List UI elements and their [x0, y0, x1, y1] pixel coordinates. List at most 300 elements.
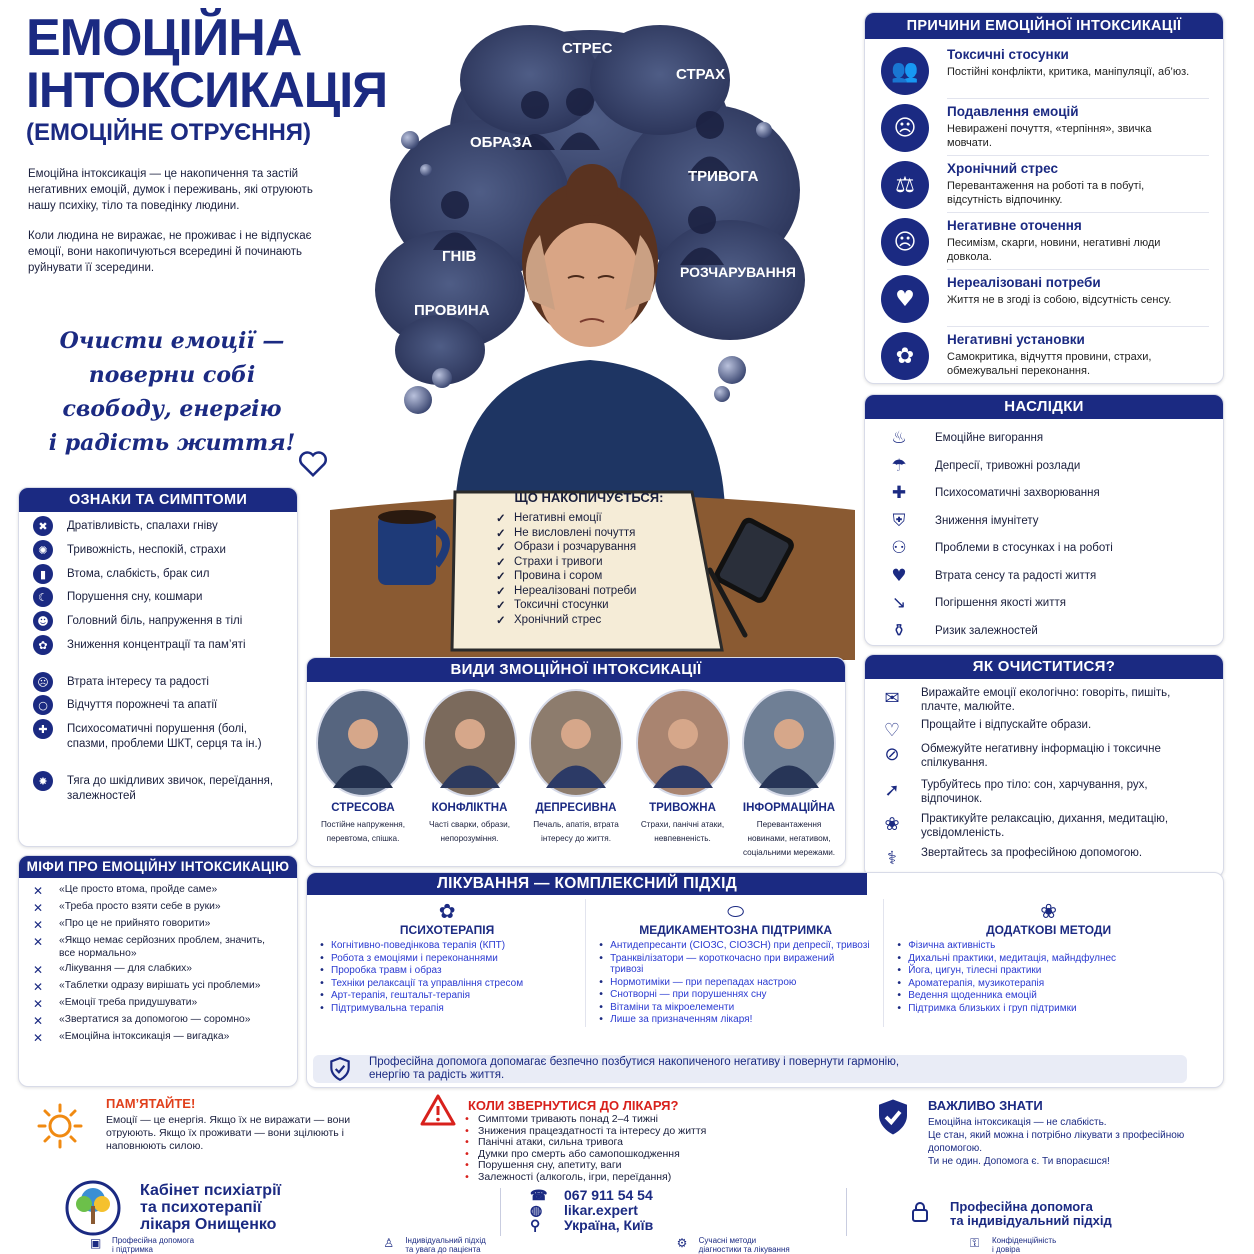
type-name: СТРЕСОВА	[331, 802, 395, 814]
cause-desc: Життя не в згоді із собою, відсутність сенсу.	[947, 294, 1172, 306]
bullet: •	[464, 1160, 470, 1172]
bullet: •	[896, 1002, 903, 1014]
doctor-icon: ⚕	[887, 847, 897, 869]
treatment-item-text: Ведення щоденника емоцій	[908, 990, 1037, 1001]
checkmark-icon: ✓	[496, 542, 506, 555]
treatment-item	[896, 953, 1201, 965]
divider	[947, 155, 1209, 156]
cause-title: Негативне оточення	[947, 218, 1082, 233]
type-name: ТРИВОЖНА	[649, 802, 716, 814]
treatment-item	[319, 1003, 575, 1015]
treatment-item-text: Ароматерапія, музикотерапія	[908, 977, 1045, 989]
bullet: •	[464, 1171, 470, 1183]
footer-feature-line-1: Конфіденційність	[991, 1236, 1057, 1245]
slogan	[42, 324, 302, 460]
myth-item	[33, 884, 289, 898]
treatment-item-text: Йога, цигун, тілесні практики	[908, 965, 1042, 976]
notebook-item-label: Образи і розчарування	[514, 541, 637, 554]
empty-icon: ○	[33, 695, 53, 715]
no-icon: ⊘	[884, 743, 900, 765]
type-card	[418, 688, 522, 860]
doctor-list	[464, 1114, 824, 1184]
type-card	[631, 688, 735, 860]
doctor-item-text: Порушення сну, апетиту, ваги	[478, 1159, 622, 1172]
checkmark-icon: ✓	[496, 513, 506, 526]
treatment-column	[319, 899, 585, 1027]
consequence-item	[865, 537, 1224, 561]
treatment-item	[896, 978, 1201, 990]
cleanse-item	[865, 741, 1224, 771]
myth-item	[33, 935, 289, 960]
title-line-2: ІНТОКСИКАЦІЯ	[26, 62, 388, 118]
clinic-name-line-2: та психотерапії	[140, 1199, 262, 1216]
cross-icon: ✕	[33, 884, 44, 898]
treatment-item	[598, 989, 873, 1001]
notebook-item-label: Провина і сором	[514, 570, 603, 583]
heart-hand-icon: ♡	[883, 719, 901, 741]
cause-item	[865, 214, 1224, 270]
cause-item	[865, 328, 1224, 384]
footer-feature-text	[112, 1236, 194, 1254]
treatment-item	[896, 1003, 1201, 1015]
divider	[947, 98, 1209, 99]
cross-icon: ✕	[33, 963, 44, 977]
treatment-item	[598, 1002, 873, 1014]
causes-title: ПРИЧИНИ ЕМОЦІЙНОЇ ІНТОКСИКАЦІЇ	[865, 13, 1223, 39]
divider	[947, 269, 1209, 270]
lock-icon: ⚿	[969, 1236, 980, 1250]
myth-text: «Таблетки одразу вирішать усі проблеми»	[59, 980, 261, 991]
cross-icon: ✕	[33, 918, 44, 932]
cleanse-label: Турбуйтесь про тіло: сон, харчування, рух, відпочинок.	[921, 779, 1148, 805]
footer-feature-line-2: та увага до пацієнта	[405, 1245, 481, 1254]
bottle-icon: ⚱	[891, 620, 907, 641]
coffee-mug	[378, 510, 446, 585]
group-icon: ⚇	[891, 538, 907, 558]
run-icon: ➚	[884, 779, 900, 801]
consequence-item	[865, 565, 1224, 589]
symptom-label: Втома, слабкість, брак сил	[67, 568, 210, 580]
notebook-item	[496, 511, 696, 526]
footer-divider-2	[846, 1188, 847, 1236]
notebook-item-label: Негативні емоції	[514, 512, 602, 525]
footer-feature	[383, 1236, 623, 1254]
divider	[947, 326, 1209, 327]
doc-icon: ▣	[90, 1236, 102, 1250]
cause-title: Нереалізовані потреби	[947, 275, 1101, 290]
symptom-label: Відчуття порожнечі та апатії	[67, 699, 218, 711]
cause-title: Негативні установки	[947, 332, 1085, 347]
myth-item	[33, 1031, 289, 1045]
cross-icon: ✕	[33, 1031, 44, 1045]
bullet: •	[464, 1114, 470, 1125]
types-list	[307, 682, 845, 860]
remember-text: Емоції — це енергія. Якщо їх не виражати — вони отруюють. Якщо їх проживати — вони зцілюють і наповнюють силою.	[106, 1114, 351, 1152]
footer-feature-line-2: діагностики та лікування	[698, 1245, 790, 1254]
clinic-name-line-3: лікаря Онищенко	[140, 1216, 277, 1233]
footer-feature-line-2: і довіра	[991, 1245, 1021, 1254]
battery-icon: ▮	[33, 564, 53, 584]
checkmark-icon: ✓	[496, 585, 506, 598]
cause-item	[865, 43, 1224, 99]
overload-icon: ⚖	[881, 161, 929, 209]
slogan-line-2: поверни собі	[88, 362, 256, 388]
people-icon: 👥	[881, 47, 929, 95]
consequences-panel	[864, 394, 1224, 646]
treatment-item	[896, 940, 1201, 952]
footer	[0, 1180, 1254, 1254]
notebook-item	[496, 613, 696, 628]
cleanse-label: Практикуйте релаксацію, дихання, медитацію, усвідомленість.	[921, 813, 1169, 839]
cause-title: Токсичні стосунки	[947, 47, 1069, 62]
broken-heart-icon: ♥	[881, 275, 929, 323]
type-illustration	[635, 688, 731, 798]
place-text: Україна, Київ	[564, 1217, 654, 1233]
intro-text	[28, 166, 318, 276]
checkmark-icon: ✓	[496, 527, 506, 540]
myth-text: «Треба просто взяти себе в руки»	[59, 901, 221, 912]
heart-outline-icon	[298, 450, 328, 478]
bullet: •	[464, 1125, 470, 1137]
plus-icon: ✚	[33, 719, 53, 739]
site-link[interactable]: likar.expert	[564, 1202, 638, 1218]
brain-icon: ✿	[33, 635, 53, 655]
footer-feature-line-1: Індивідуальний підхід	[405, 1236, 486, 1245]
bullet: •	[598, 1001, 605, 1013]
slogan-line-3: свободу, енергію	[62, 396, 282, 422]
treatment-item	[319, 990, 575, 1002]
symptom-label: Дратівливість, спалахи гніву	[67, 520, 218, 532]
speech-icon: ✉	[884, 687, 900, 709]
bullet: •	[598, 940, 605, 951]
bullet: •	[896, 990, 903, 1001]
treatment-item-text: Техніки релаксації та управління стресом	[331, 977, 524, 989]
sun-icon	[36, 1102, 84, 1150]
title-subtitle: (ЕМОЦІЙНЕ ОТРУЄННЯ)	[26, 119, 312, 146]
angry-icon: ✖	[33, 516, 53, 536]
treatment-note-text: Професійна допомога допомагає безпечно позбутися накопиченого негативу і повернути гармонію, енергію та радість життя.	[369, 1056, 900, 1081]
notebook-list	[496, 490, 696, 627]
cleanse-item	[865, 845, 1224, 875]
cleanse-title: ЯК ОЧИСТИТИСЯ?	[865, 655, 1223, 679]
type-illustration	[741, 688, 837, 798]
symptoms-title: ОЗНАКИ ТА СИМПТОМИ	[19, 488, 297, 512]
cross-icon: ✕	[33, 980, 44, 994]
treatment-item-text: Лише за призначенням лікаря!	[610, 1014, 753, 1025]
notebook-items	[496, 511, 696, 627]
treatment-item	[319, 965, 575, 977]
type-desc: Страхи, панічні атаки, невпевненість.	[640, 820, 725, 843]
doctor-item-text: Симптоми тривають понад 2–4 тижні	[478, 1113, 659, 1125]
bullet: •	[896, 965, 903, 976]
slogan-line-4: і радість життя!	[48, 430, 296, 456]
globe-icon: ◍	[530, 1202, 543, 1218]
gear-icon: ⚙	[676, 1236, 688, 1250]
worried-face-icon: ☹	[881, 218, 929, 266]
checkmark-icon: ✓	[496, 614, 506, 627]
bullet: •	[319, 990, 325, 1001]
notebook-item-label: Токсичні стосунки	[514, 599, 609, 612]
cloud-label-tryvoga: ТРИВОГА	[688, 168, 759, 185]
myth-text: «Якщо немає серйозних проблем, значить, все нормально»	[59, 935, 266, 959]
pro-help-line-2: та індивідуальний підхід	[950, 1213, 1112, 1228]
doctor-item	[464, 1114, 824, 1126]
myths-panel	[18, 855, 298, 1087]
footer-feature-text	[992, 1236, 1056, 1254]
bullet: •	[319, 1002, 325, 1014]
cross-icon: ✕	[33, 935, 44, 949]
footer-feature	[90, 1236, 330, 1254]
phone-number[interactable]: 067 911 54 54	[564, 1187, 653, 1203]
broken-heart-icon: ♥	[891, 565, 907, 586]
treatment-item-text: Антидепресанти (СІОЗС, СІОЗСН) при депресії, тривозі	[610, 940, 870, 951]
bullet: •	[896, 940, 903, 951]
consequence-item	[865, 510, 1224, 534]
myth-text: «Емоційна інтоксикація — вигадка»	[59, 1031, 230, 1042]
type-name: КОНФЛІКТНА	[431, 802, 508, 814]
notebook-item-label: Не висловлені почуття	[514, 526, 636, 539]
bed-icon: ☾	[33, 587, 53, 607]
type-illustration	[528, 688, 624, 798]
bullet: •	[896, 977, 903, 989]
title-line-1: ЕМОЦІЙНА	[26, 9, 302, 67]
notebook-item	[496, 584, 696, 599]
pro-help	[950, 1200, 1112, 1228]
intro-paragraph-2: Коли людина не виражає, не проживає і не відпускає емоції, вони накопичуються всередині й починають руйнувати її зсередини.	[28, 230, 312, 274]
cross-icon: ✕	[33, 1014, 44, 1028]
treatment-column-title: ДОДАТКОВІ МЕТОДИ	[986, 923, 1112, 937]
important-line-3: Ти не один. Допомога є. Ти впораєшся!	[928, 1156, 1110, 1167]
myth-text: «Це просто втома, пройде саме»	[59, 884, 218, 895]
treatment-panel	[306, 872, 1224, 1088]
site-row[interactable]	[530, 1203, 653, 1218]
treatment-note	[313, 1055, 1187, 1083]
person-icon: ♙	[383, 1236, 395, 1250]
treatment-item	[598, 977, 873, 989]
consequence-label: Погіршення якості життя	[935, 597, 1066, 609]
symptom-label: Тривожність, неспокій, страхи	[67, 544, 226, 556]
important-panel	[846, 1092, 1224, 1174]
consequence-item	[865, 592, 1224, 616]
treatment-columns	[307, 895, 1223, 1027]
shield-check-icon	[327, 1056, 353, 1082]
clinic-logo-icon	[60, 1180, 126, 1236]
types-panel	[306, 657, 846, 867]
myths-list	[19, 878, 297, 1045]
clinic-name-line-1: Кабінет психіатрії	[140, 1182, 282, 1199]
cause-item	[865, 100, 1224, 156]
symptom-label: Тяга до шкідливих звичок, переїдання, залежностей	[67, 775, 274, 802]
doctor-item-text: Панічні атаки, сильна тривога	[478, 1136, 623, 1149]
flame-icon: ♨	[891, 428, 907, 448]
symptoms-panel	[18, 487, 298, 847]
checkmark-icon: ✓	[496, 556, 506, 569]
sad-icon: ☹	[33, 672, 53, 692]
type-desc: Печаль, апатія, втрата інтересу до життя.	[533, 820, 619, 843]
type-illustration	[422, 688, 518, 798]
symptom-label: Головний біль, напруження в тілі	[67, 615, 243, 627]
myth-item	[33, 963, 289, 977]
myth-item	[33, 997, 289, 1011]
head-icon: ☻	[33, 611, 53, 631]
treatment-item-text: Дихальні практики, медитація, майндфулнес	[908, 952, 1117, 964]
notebook-item-label: Нереалізовані потреби	[514, 584, 637, 597]
doctor-item-text: Знижения працездатності та інтересу до життя	[478, 1124, 707, 1137]
myth-text: «Про це не прийнято говорити»	[59, 918, 211, 929]
treatment-item-text: Підтримка близьких і груп підтримки	[908, 1002, 1077, 1014]
consequences-title: НАСЛІДКИ	[865, 395, 1223, 419]
shield-check-icon	[872, 1096, 914, 1138]
treatment-column-title: МЕДИКАМЕНТОЗНА ПІДТРИМКА	[639, 923, 833, 937]
cleanse-label: Прощайте і відпускайте образи.	[921, 719, 1092, 731]
bullet: •	[319, 965, 325, 976]
doctor-panel	[400, 1092, 834, 1184]
treatment-item-text: Транквілізатори — короткочасно при виражений тривозі	[610, 952, 835, 975]
notebook-item	[496, 526, 696, 541]
bullet: •	[598, 1014, 605, 1025]
cause-desc: Самокритика, відчуття провини, страхи, обмежувальні переконання.	[947, 351, 1152, 377]
treatment-item	[319, 953, 575, 965]
cause-item	[865, 271, 1224, 327]
symptom-label: Психосоматичні порушення (болі, спазми, проблеми ШКТ, серця та ін.)	[67, 723, 262, 750]
myth-text: «Звертатися за допомогою — соромно»	[59, 1014, 251, 1025]
bullet: •	[319, 940, 325, 951]
treatment-item-text: Когнітивно-поведінкова терапія (КПТ)	[331, 940, 506, 951]
type-illustration	[315, 688, 411, 798]
notebook-title: ЩО НАКОПИЧУЄТЬСЯ:	[514, 490, 664, 505]
cause-desc: Перевантаження на роботі та в побуті, відсутність відпочинку.	[947, 180, 1145, 206]
warning-icon	[420, 1094, 456, 1126]
footer-feature-line-1: Професійна допомога	[112, 1236, 195, 1245]
cause-title: Хронічний стрес	[947, 161, 1058, 176]
bullet: •	[598, 952, 605, 964]
consequence-label: Ризик залежностей	[935, 624, 1038, 637]
bug-icon: ✸	[33, 771, 53, 791]
consequence-item	[865, 427, 1224, 451]
cleanse-panel	[864, 654, 1224, 878]
notebook-item	[496, 569, 696, 584]
lotus-icon: ❀	[884, 813, 900, 835]
cleanse-item	[865, 685, 1224, 715]
cleanse-label: Обмежуйте негативну інформацію і токсичне спілкування.	[921, 743, 1161, 769]
cause-desc: Невиражені почуття, «терпіння», звичка мовчати.	[947, 123, 1152, 149]
bullet: •	[598, 976, 605, 988]
consequence-item	[865, 482, 1224, 506]
type-card	[524, 688, 628, 860]
consequence-label: Депресії, тривожні розлади	[935, 459, 1081, 472]
pill-icon: ⬭	[727, 899, 745, 923]
bullet: •	[464, 1137, 470, 1149]
consequence-label: Втрата сенсу та радості життя	[935, 569, 1097, 582]
symptom-label: Порушення сну, кошмари	[67, 591, 203, 603]
important-line-1: Емоційна інтоксикація — не слабкість.	[928, 1117, 1107, 1128]
bullet: •	[896, 952, 903, 964]
myth-text: «Емоції треба придушувати»	[59, 997, 198, 1008]
lotus-icon: ❀	[1040, 899, 1057, 923]
place-row	[530, 1218, 653, 1233]
myth-item	[33, 1014, 289, 1028]
treatment-item-text: Арт-терапія, гештальт-терапія	[331, 990, 471, 1001]
pro-help-line-1: Професійна допомога	[950, 1199, 1093, 1214]
bullet: •	[319, 952, 325, 964]
type-name: ДЕПРЕСИВНА	[535, 802, 617, 814]
cleanse-label: Звертайтесь за професійною допомогою.	[921, 847, 1143, 859]
treatment-item-text: Вітаміни та мікроелементи	[610, 1001, 735, 1013]
type-desc: Постійне напруження, перевтома, спішка.	[321, 820, 405, 843]
footer-feature-text	[405, 1236, 485, 1254]
consequence-label: Психосоматичні захворювання	[935, 487, 1100, 499]
myths-title: МІФИ ПРО ЕМОЦІЙНУ ІНТОКСИКАЦІЮ	[19, 856, 297, 878]
location-pin-icon: ⚲	[530, 1217, 541, 1233]
consequence-label: Зниження імунітету	[935, 514, 1039, 527]
type-desc: Перевантаження новинами, негативом, соціальними мережами.	[742, 820, 836, 857]
phone-row[interactable]	[530, 1188, 653, 1203]
treatment-item	[598, 953, 873, 976]
doctor-title: КОЛИ ЗВЕРНУТИСЯ ДО ЛІКАРЯ?	[468, 1098, 679, 1113]
notebook-item	[496, 555, 696, 570]
footer-feature	[970, 1236, 1210, 1254]
doctor-item-text: Думки про смерть або самопошкодження	[478, 1147, 680, 1160]
brain-icon: ✿	[438, 899, 456, 923]
cross-icon: ✕	[33, 997, 44, 1011]
type-card	[311, 688, 415, 860]
treatment-title: ЛІКУВАННЯ — КОМПЛЕКСНИЙ ПІДХІД	[307, 873, 867, 895]
type-name: ІНФОРМАЦІЙНА	[742, 802, 836, 814]
rain-cloud-icon: ☂	[891, 455, 907, 476]
consequence-item	[865, 455, 1224, 479]
divider	[947, 212, 1209, 213]
cloud-label-rozcharuvannia: РОЗЧАРУВАННЯ	[680, 264, 796, 280]
symptom-label: Втрата інтересу та радості	[67, 676, 209, 688]
consequence-label: Емоційне вигорання	[935, 432, 1044, 444]
consequence-item	[865, 620, 1224, 644]
treatment-item-text: Проробка травм і образ	[331, 965, 442, 976]
treatment-column	[883, 899, 1211, 1027]
cause-title: Подавлення емоцій	[947, 104, 1079, 119]
anxiety-icon: ✺	[33, 540, 53, 560]
checkmark-icon: ✓	[496, 600, 506, 613]
cloud-label-obraza: ОБРАЗА	[470, 134, 533, 151]
important-line-2: Це стан, який можна і потрібно лікувати з професійною допомогою.	[928, 1130, 1185, 1154]
types-title: ВИДИ ЗМОЦІЙНОЇ ІНТОКСИКАЦІЇ	[307, 658, 845, 682]
clinic-name	[140, 1182, 281, 1233]
bullet: •	[319, 977, 325, 989]
treatment-item-text: Снотворні — при порушеннях сну	[610, 989, 767, 1000]
footer-feature-line-1: Сучасні методи	[698, 1236, 757, 1245]
treatment-item	[896, 990, 1201, 1002]
treatment-item	[598, 940, 873, 952]
cause-item	[865, 157, 1224, 213]
cloud-label-provyna: ПРОВИНА	[414, 302, 490, 319]
cause-desc: Песимізм, скарги, новини, негативні люди довкола.	[947, 237, 1161, 263]
treatment-item-text: Нормотиміки — при перепадах настрою	[610, 976, 797, 988]
myth-item	[33, 901, 289, 915]
doctor-item-text: Залежності (алкоголь, ігри, переїдання)	[478, 1170, 672, 1183]
contacts	[530, 1188, 653, 1233]
cause-desc: Постійні конфлікти, критика, маніпуляції, аб’юз.	[947, 66, 1190, 78]
sad-face-icon: ☹	[881, 104, 929, 152]
chart-down-icon: ↘	[891, 593, 907, 613]
footer-feature-line-2: і підтримка	[112, 1245, 153, 1254]
myth-item	[33, 918, 289, 932]
cleanse-item	[865, 777, 1224, 807]
footer-features	[90, 1236, 1210, 1254]
important-text	[928, 1116, 1208, 1168]
bullet: •	[464, 1148, 470, 1160]
notebook-item-label: Страхи і тривоги	[514, 555, 603, 568]
remember-panel	[18, 1094, 388, 1178]
cleanse-label: Виражайте емоції екологічно: говоріть, пишіть, плачте, малюйте.	[921, 687, 1171, 713]
